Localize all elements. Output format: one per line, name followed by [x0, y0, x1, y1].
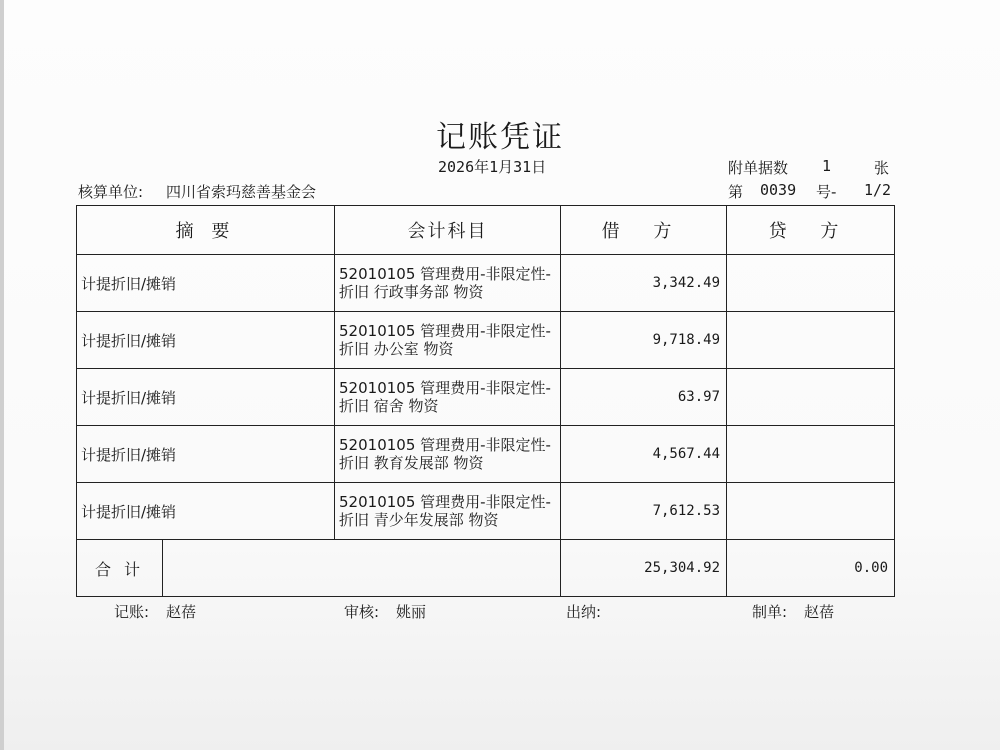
row-debit: 4,567.44 [561, 426, 727, 483]
row-summary: 计提折旧/摊销 [77, 255, 335, 312]
row-subject [335, 426, 561, 483]
row-subject-line2: 折旧 宿舍 物资 [339, 397, 439, 415]
table-row [77, 369, 895, 426]
attachments-label: 附单据数 [728, 159, 789, 177]
page-title: 记账凭证 [436, 120, 564, 155]
voucher-no-prefix: 第 [728, 183, 744, 201]
voucher-table [76, 205, 895, 597]
bookkeeper-name: 赵蓓 [166, 603, 197, 621]
header-summary: 摘 要 [77, 206, 335, 255]
preparer-name: 赵蓓 [804, 603, 835, 621]
row-subject-line1: 52010105 管理费用-非限定性- [339, 436, 551, 454]
row-subject-line1: 52010105 管理费用-非限定性- [339, 379, 551, 397]
voucher-no-suffix: 号- [816, 183, 837, 201]
row-subject-line2: 折旧 行政事务部 物资 [339, 283, 484, 301]
row-summary: 计提折旧/摊销 [77, 483, 335, 540]
row-subject [335, 483, 561, 540]
header-subject: 会计科目 [335, 206, 561, 255]
bookkeeper-label: 记账: [114, 603, 150, 621]
row-debit: 9,718.49 [561, 312, 727, 369]
row-credit [727, 312, 895, 369]
reviewer-name: 姚丽 [396, 603, 427, 621]
row-subject-line2: 折旧 青少年发展部 物资 [339, 511, 499, 529]
row-debit: 63.97 [561, 369, 727, 426]
attachments-count: 1 [822, 157, 832, 175]
unit-label: 核算单位: [78, 183, 144, 201]
total-row [77, 540, 895, 597]
total-credit: 0.00 [727, 540, 895, 597]
row-subject [335, 369, 561, 426]
row-subject-line2: 折旧 教育发展部 物资 [339, 454, 484, 472]
row-subject-line1: 52010105 管理费用-非限定性- [339, 493, 551, 511]
row-subject-line1: 52010105 管理费用-非限定性- [339, 265, 551, 283]
header-debit: 借 方 [561, 206, 727, 255]
table-header [77, 206, 895, 255]
voucher-page: 1/2 [864, 181, 892, 199]
row-summary: 计提折旧/摊销 [77, 426, 335, 483]
header-credit: 贷 方 [727, 206, 895, 255]
attachments-unit: 张 [874, 159, 890, 177]
row-subject-line2: 折旧 办公室 物资 [339, 340, 454, 358]
unit-name: 四川省索玛慈善基金会 [166, 183, 317, 201]
row-summary: 计提折旧/摊销 [77, 312, 335, 369]
total-debit: 25,304.92 [561, 540, 727, 597]
row-summary: 计提折旧/摊销 [77, 369, 335, 426]
voucher-date: 2026年1月31日 [438, 158, 547, 176]
row-debit: 7,612.53 [561, 483, 727, 540]
row-subject [335, 312, 561, 369]
table-row [77, 426, 895, 483]
row-subject-line1: 52010105 管理费用-非限定性- [339, 322, 551, 340]
cashier-label: 出纳: [566, 603, 602, 621]
preparer-label: 制单: [752, 603, 788, 621]
row-credit [727, 483, 895, 540]
row-credit [727, 369, 895, 426]
row-credit [727, 426, 895, 483]
row-debit: 3,342.49 [561, 255, 727, 312]
reviewer-label: 审核: [344, 603, 380, 621]
table-row [77, 255, 895, 312]
row-subject [335, 255, 561, 312]
voucher-no-number: 0039 [760, 181, 797, 199]
table-row [77, 483, 895, 540]
total-label: 合 计 [77, 540, 163, 597]
total-blank [163, 540, 561, 597]
table-row [77, 312, 895, 369]
row-credit [727, 255, 895, 312]
